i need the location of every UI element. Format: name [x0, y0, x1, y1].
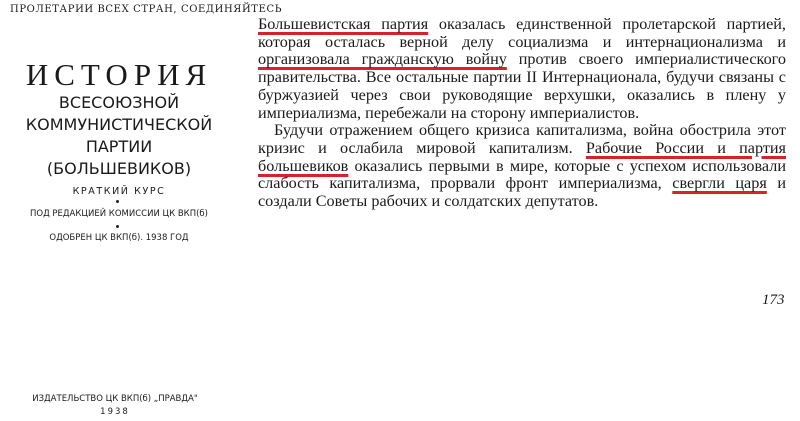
- short-course-label: КРАТКИЙ КУРС: [72, 186, 166, 197]
- title-line-2: КОММУНИСТИЧЕСКОЙ: [25, 115, 213, 134]
- underlined-phrase: Рабочие России и партия большевиков: [258, 138, 787, 175]
- underlined-phrase: свергли царя: [672, 174, 767, 193]
- editorial-line: ПОД РЕДАКЦИЕЙ КОМИССИИ ЦК ВКП(б): [30, 209, 208, 219]
- paragraph-1: [258, 16, 786, 122]
- text-run: оказалась единственной пролетарской партией, которая осталась верной делу социализма и интернационализма и: [258, 15, 786, 51]
- title-line-1: ВСЕСОЮЗНОЙ: [58, 93, 180, 112]
- page-number: 173: [762, 292, 785, 308]
- underlined-phrase: организовала гражданскую войну: [258, 50, 507, 69]
- underlined-phrase: Большевистская партия: [258, 15, 429, 33]
- book-title: ИСТОРИЯ: [25, 57, 213, 92]
- text-run: против своего империалистического правительства. Все остальные партии II Интернационала, будучи связаны с буржуазией через свои руководящие верхушки, оказались в плену у империализма, перебежали на сторону империалистов.: [258, 50, 786, 122]
- body-text: [258, 16, 786, 211]
- publisher: ИЗДАТЕЛЬСТВО ЦК ВКП(б) „ПРАВДА": [32, 394, 198, 404]
- text-run: Будучи отражением общего кризиса капитализма, война обострила этот кризис и ослабила мировой капитализм.: [258, 121, 786, 157]
- text-run: оказались первыми в мире, которые с успехом использовали слабость капитализма, прорвали фронт империализма,: [258, 156, 786, 193]
- text-run: и создали Советы рабочих и солдатских депутатов.: [258, 174, 786, 211]
- title-line-3: ПАРТИИ: [85, 137, 153, 156]
- approval-line: ОДОБРЕН ЦК ВКП(б). 1938 ГОД: [49, 233, 189, 243]
- publication-year: 1938: [100, 407, 130, 417]
- paragraph-2: [258, 122, 786, 211]
- title-line-4: (БОЛЬШЕВИКОВ): [46, 159, 192, 178]
- separator-dot: [116, 200, 119, 203]
- slogan: ПРОЛЕТАРИИ ВСЕХ СТРАН, СОЕДИНЯЙТЕСЬ: [10, 4, 283, 15]
- separator-dot: [116, 225, 119, 228]
